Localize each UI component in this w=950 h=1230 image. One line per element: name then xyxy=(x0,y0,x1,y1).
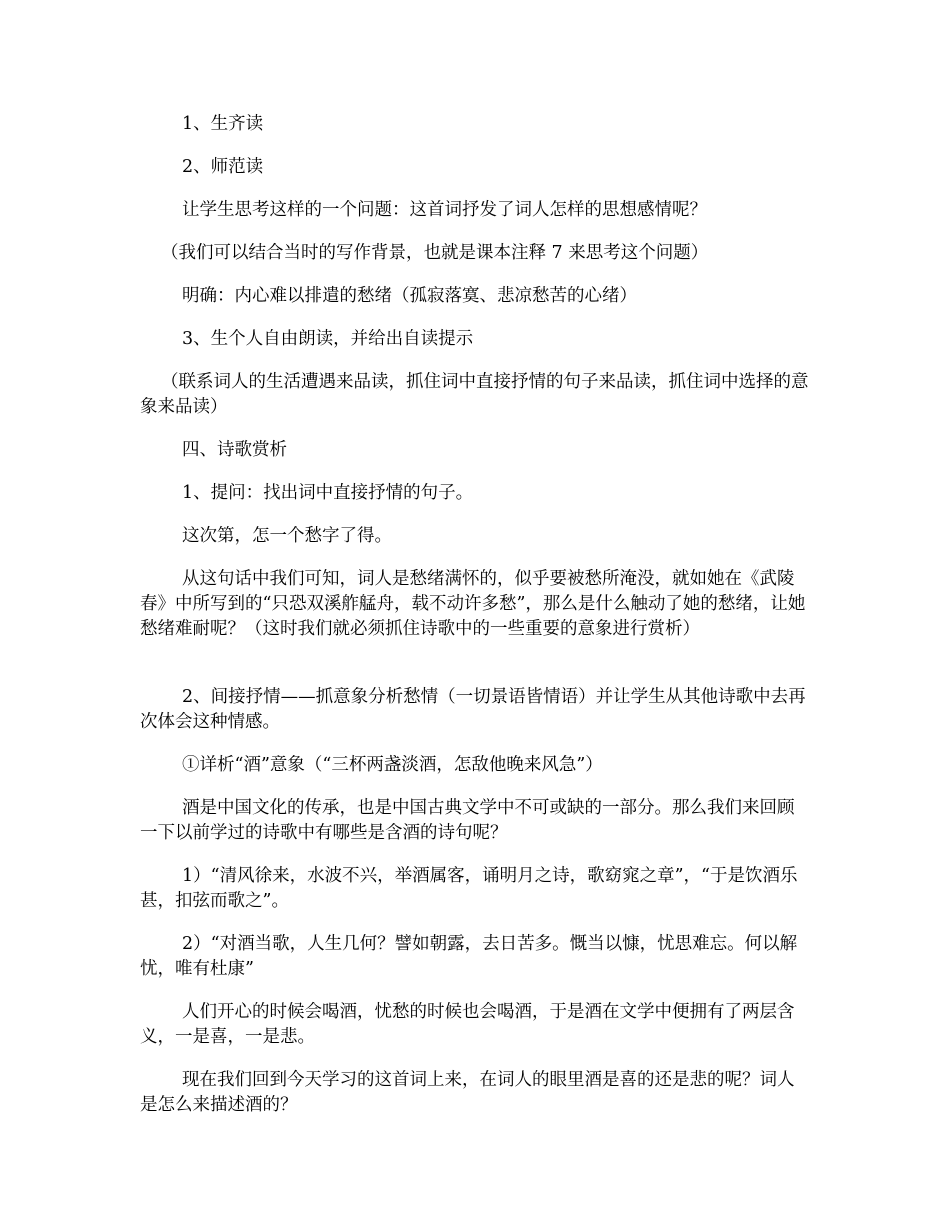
paragraph-wine-image: ①详析“酒”意象（“三杯两盏淡酒，怎敌他晚来风急”） xyxy=(182,755,603,775)
paragraph-step-3: 3、生个人自由朗读，并给出自读提示 xyxy=(182,329,474,349)
paragraph-hint: （我们可以结合当时的写作背景，也就是课本注释 7 来思考这个问题） xyxy=(161,243,709,263)
section-heading: 四、诗歌赏析 xyxy=(182,440,287,460)
paragraph-example-1: 1）“清风徐来，水波不兴，举酒属客，诵明月之诗，歌窈窕之章”，“于是饮酒乐甚，扣弦而歌之”。 xyxy=(140,866,798,911)
paragraph-step-2: 2、师范读 xyxy=(182,157,264,177)
paragraph-wine-culture: 酒是中国文化的传承，也是中国古典文学中不可或缺的一部分。那么我们来回顾一下以前学过的诗歌中有哪些是含酒的诗句呢？ xyxy=(140,798,795,843)
paragraph-example-2: 2）“对酒当歌，人生几何？譬如朝露，去日苦多。慨当以慷，忧思难忘。何以解忧，唯有杜康” xyxy=(140,934,798,979)
paragraph-answer: 明确：内心难以排遣的愁绪（孤寂落寞、悲凉愁苦的心绪） xyxy=(182,286,637,306)
paragraph-prompt: 1、提问：找出词中直接抒情的句子。 xyxy=(182,483,474,503)
paragraph-return: 现在我们回到今天学习的这首词上来，在词人的眼里酒是喜的还是悲的呢？词人是怎么来描述酒的？ xyxy=(140,1070,795,1115)
paragraph-wine-meaning: 人们开心的时候会喝酒，忧愁的时候也会喝酒，于是酒在文学中便拥有了两层含义，一是喜，一是悲。 xyxy=(140,1002,795,1047)
paragraph-analysis: 从这句话中我们可知，词人是愁绪满怀的，似乎要被愁所淹没，就如她在《武陵春》中所写到的“只恐双溪舴艋舟，载不动许多愁”，那么是什么触动了她的愁绪，让她愁绪难耐呢？（这时我们就必须抓住诗歌中的一些重要的意象进行赏析） xyxy=(140,569,806,639)
paragraph-indirect: 2、间接抒情——抓意象分析愁情（一切景语皆情语）并让学生从其他诗歌中去再次体会这种情感。 xyxy=(140,687,806,732)
paragraph-step-1: 1、生齐读 xyxy=(182,114,264,134)
paragraph-quote: 这次第，怎一个愁字了得。 xyxy=(182,526,392,546)
paragraph-question: 让学生思考这样的一个问题：这首词抒发了词人怎样的思想感情呢？ xyxy=(182,200,707,220)
paragraph-reading-tips: （联系词人的生活遭遇来品读，抓住词中直接抒情的句子来品读，抓住词中选择的意象来品读） xyxy=(140,372,809,417)
